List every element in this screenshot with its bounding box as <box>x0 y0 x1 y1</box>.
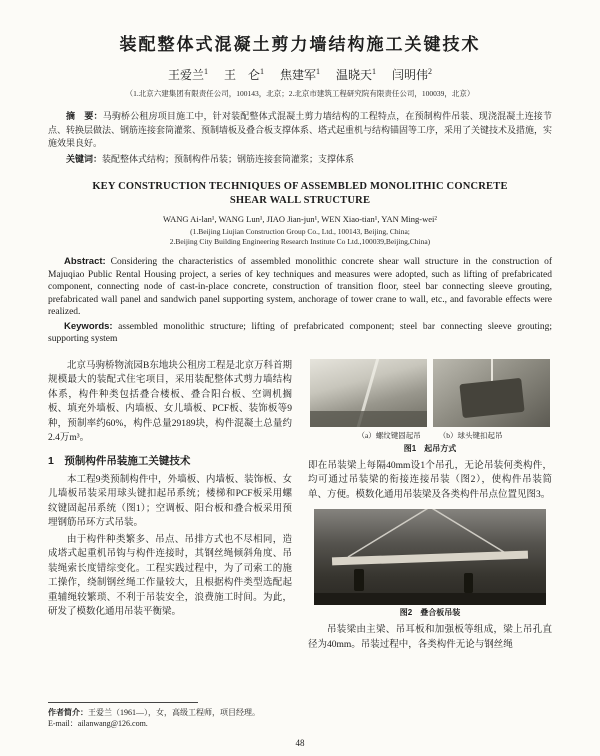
author <box>168 68 208 82</box>
paper-title-en <box>48 180 552 208</box>
affiliation-en <box>48 227 552 247</box>
figure-1a-photo <box>310 359 427 427</box>
email-value: ailanwang@126.com. <box>77 719 148 728</box>
author-name: 闫明伟 <box>392 68 429 82</box>
author-name: 王 仑 <box>223 68 260 82</box>
figure-1-caption: 图1 起吊方式 <box>403 443 457 453</box>
left-column <box>48 359 292 655</box>
affiliation-cn: （1.北京六建集团有限责任公司，100143，北京；2.北京市建筑工程研究院有限责任公司，100039，北京） <box>125 89 475 98</box>
author <box>392 68 432 82</box>
right-column <box>308 359 552 655</box>
affiliation-en-line2: 2.Beijing City Building Engineering Research Institute Co Ltd.,100039,Beijing,China) <box>169 237 431 246</box>
abstract-en <box>48 256 552 319</box>
figure-1 <box>308 359 552 427</box>
author-name: 温晓天 <box>336 68 373 82</box>
author <box>336 68 376 82</box>
abstract-label-cn: 摘 要： <box>66 111 103 121</box>
authors-en: WANG Ai-lan¹, WANG Lun¹, JIAO Jian-jun¹, WEN Xiao-tian¹, YAN Ming-wei² <box>163 214 437 224</box>
two-column-body <box>48 359 552 655</box>
abstract-text-en: Considering the characteristics of assembled monolithic concrete shear wall structure in the construction of Majuqiao Public Rental Housing project, a series of key techniques and measures were adopted, such as lifting of prefabricated component, connecting node of cast-in-place concrete, construction of transition floor, steel bar connecting sleeve grouting, prefabricated wall panel and sandwich panel supporting system, anchorage of tower crane to wall, etc., and favorable effects were realized. <box>48 257 552 317</box>
section-1-paragraph-4: 吊装梁由主梁、吊耳板和加强板等组成，梁上吊孔直径为40mm。吊装过程中，各类构件无论与钢丝绳 <box>308 625 552 650</box>
ground-shape <box>310 411 427 427</box>
authors-line <box>48 66 552 83</box>
affiliation-en-line1: (1.Beijing Liujian Construction Group Co., Ltd., 100143, Beijing, China; <box>190 227 410 236</box>
author-affiliation-mark: 1 <box>372 67 377 76</box>
keywords-text-en: assembled monolithic structure; lifting of prefabricated component; steel bar connecting sleeve grouting; supporting system <box>48 321 552 344</box>
title-en-line1: KEY CONSTRUCTION TECHNIQUES OF ASSEMBLED MONOLITHIC CONCRETE <box>92 181 508 192</box>
author-affiliation-mark: 2 <box>428 67 433 76</box>
author <box>280 68 320 82</box>
paper-title: 装配整体式混凝土剪力墙结构施工关键技术 <box>119 35 481 54</box>
author-bio-label: 作者简介： <box>48 708 88 717</box>
figure-1-subcaptions <box>308 430 552 441</box>
figure-1b-photo <box>433 359 550 427</box>
author-affiliation-mark: 1 <box>203 67 208 76</box>
figure-2-caption: 图2 叠合板吊装 <box>399 608 461 617</box>
author-name: 王爱兰 <box>167 68 204 82</box>
keywords-label-cn: 关键词： <box>66 153 103 164</box>
panel-shape <box>459 377 524 417</box>
keywords-en <box>48 321 552 346</box>
author-affiliation-mark: 1 <box>316 67 320 76</box>
figure-1a-subcaption: （a）螺纹键固起吊 <box>357 430 421 440</box>
author-name: 焦建军 <box>279 68 316 82</box>
email-line <box>48 718 552 729</box>
footnote-area <box>48 702 552 729</box>
figure-1b-subcaption: （b）球头键扣起吊 <box>438 430 503 440</box>
section-1-heading: 1 预制构件吊装施工关键技术 <box>48 454 191 467</box>
author-affiliation-mark: 1 <box>259 67 264 76</box>
abstract-text-cn: 马驹桥公租房项目施工中，针对装配整体式混凝土剪力墙结构的工程特点，在预制构件吊装、现浇混凝土连接节点、转换层做法、钢筋连接套筒灌浆、预制墙板及叠合板支撑体系、塔式起重机与结构锚固等工序，采用了关键技术及措施，实施效果良好。 <box>48 111 553 148</box>
keywords-text-cn: 装配整体式结构；预制构件吊装；钢筋连接套筒灌浆；支撑体系 <box>102 153 355 164</box>
footnote-divider <box>48 702 198 703</box>
abstract-label-en: Abstract: <box>64 256 106 267</box>
abstract-cn <box>48 110 552 151</box>
intro-paragraph: 北京马驹桥物流园B东地块公租房工程是北京万科首期规模最大的装配式住宅项目，采用装配整体式剪力墙结构体系，构件种类包括叠合楼板、叠合阳台板、空调机搁板、填充外墙板、内墙板、女儿墙板、PCF板、装饰板等9种，预制率约60%，构件总量29189块，构件混凝土总量约2.4万m³。 <box>48 360 292 443</box>
email-label: E-mail： <box>48 719 78 728</box>
section-1-paragraph-2: 由于构件种类繁多、吊点、吊排方式也不尽相同，造成塔式起重机吊钩与构件连接时，其钢丝绳倾斜角度、吊装绳索长度错综变化。工程实践过程中，为了司索工的施工操作，绕制钢丝绳工作量较大，且根据构件类型选配起重辅绳较繁琐、不利于吊装安全，浪费施工时间。为此，研发了模数化通用吊装平衡梁。 <box>48 534 292 617</box>
figure-2-photo <box>314 509 546 605</box>
author-bio-line <box>48 707 552 718</box>
author-bio-text: 王爱兰（1961—），女，高级工程师，项目经理。 <box>88 708 260 717</box>
keywords-cn <box>48 153 552 167</box>
beam-and-cables-graphic <box>314 509 546 605</box>
title-en-line2: SHEAR WALL STRUCTURE <box>229 195 371 206</box>
section-1-paragraph-1: 本工程9类预制构件中，外墙板、内墙板、装饰板、女儿墙板吊装采用球头键扣起吊系统；楼梯和PCF板采用螺纹键固起吊系统（图1）；空调板、阳台板和叠合板采用预埋钢筋吊环方式吊装。 <box>48 474 292 528</box>
author <box>224 68 264 82</box>
page-number: 48 <box>295 738 305 748</box>
section-1-paragraph-3: 即在吊装梁上每隔40mm设1个吊孔，无论吊装何类构件，均可通过吊装梁的衔接连接吊装（图2），使构件吊装简单、方便。模数化通用吊装梁及各类构件吊点位置见图3。 <box>308 460 552 500</box>
keywords-label-en: Keywords: <box>64 320 113 332</box>
